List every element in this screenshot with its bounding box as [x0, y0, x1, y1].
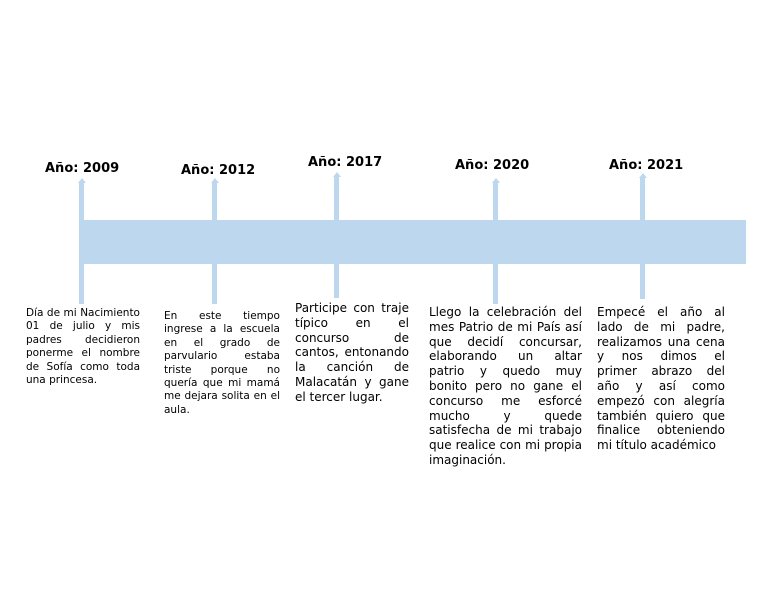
event-description-5: Empecé el año al lado de mi padre, realizamos una cena y nos dimos el primer abrazo del año y así como empezó con alegría también quiero que finalice obteniendo mi título académico [597, 305, 725, 453]
event-year-2: Año: 2012 [181, 163, 256, 178]
event-description-4: Llego la celebración del mes Patrio de mi País así que decidí concursar, elaborando un altar patrio y quedo muy bonito pero no gane el concurso me esforcé mucho y quede satisfecha de mi trabajo que realice con mi propia imaginación. [429, 305, 582, 467]
event-year-5: Año: 2021 [609, 158, 684, 173]
event-description-3: Participe con traje típico en el concurso de cantos, entonando la canción de Malacatán y gane el tercer lugar. [295, 301, 409, 404]
marker-line [493, 183, 498, 304]
event-description-2: En este tiempo ingrese a la escuela en el grado de parvulario estaba triste porque no quería que mi mamá me dejara solita en el aula. [164, 310, 280, 416]
marker-line [640, 178, 645, 299]
marker-line [79, 183, 84, 304]
marker-line [212, 183, 217, 304]
event-description-1: Día de mi Nacimiento 01 de julio y mis padres decidieron ponerme el nombre de Sofía como toda una princesa. [26, 307, 140, 387]
marker-line [334, 177, 339, 298]
event-year-3: Año: 2017 [308, 155, 383, 170]
event-year-4: Año: 2020 [455, 158, 530, 173]
timeline-bar [80, 220, 746, 264]
event-year-1: Año: 2009 [45, 161, 120, 176]
